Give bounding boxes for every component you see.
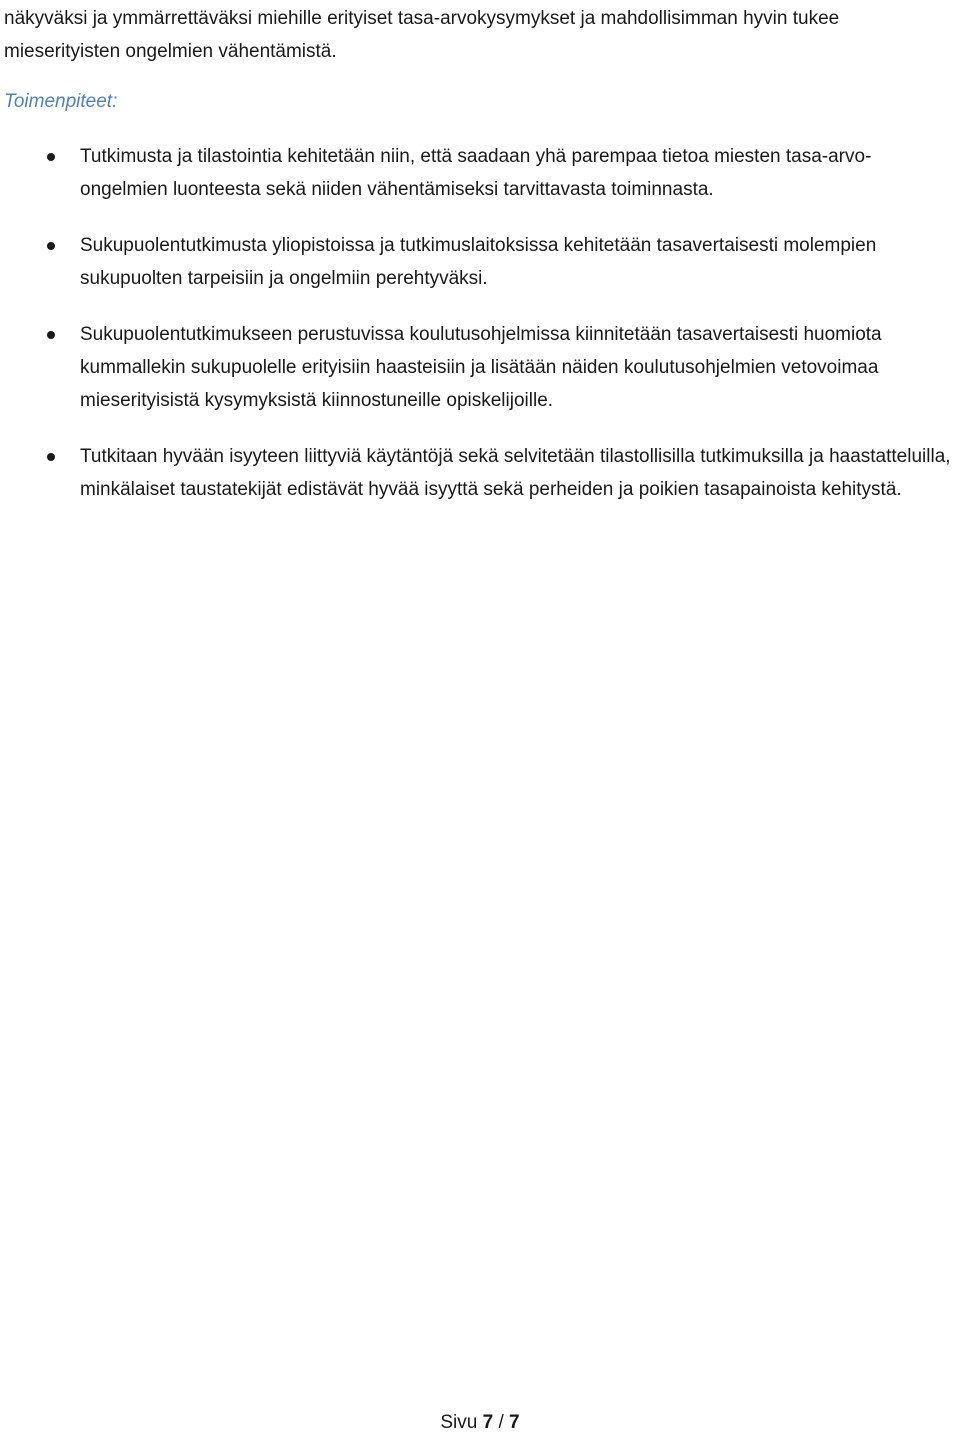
list-item-text: Sukupuolentutkimusta yliopistoissa ja tutkimuslaitoksissa kehitetään tasavertaisesti molempien sukupuolten tarpeisiin ja ongelmiin perehtyväksi. (80, 235, 877, 289)
bullet-icon (47, 242, 55, 250)
intro-paragraph: näkyväksi ja ymmärrettäväksi miehille erityiset tasa-arvokysymykset ja mahdollisimman hyvin tukee mieserityisten ongelmien vähentämistä. (4, 8, 840, 62)
page-footer (0, 1406, 960, 1439)
list-item-text: Tutkitaan hyvään isyyteen liittyviä käytäntöjä sekä selvitetään tilastollisilla tutkimuksilla ja haastatteluilla, minkälaiset taustatekijät edistävät hyvää isyyttä sekä perheiden ja poikien tasapainoista kehitystä. (80, 446, 951, 500)
current-page-number: 7 (482, 1412, 494, 1433)
list-item-text: Tutkimusta ja tilastointia kehitetään niin, että saadaan yhä parempaa tietoa miesten tasa-arvo-ongelmien luonteesta sekä niiden vähentämiseksi tarvittavasta toiminnasta. (80, 146, 872, 200)
footer-label: Sivu (440, 1412, 478, 1433)
list-item (80, 440, 955, 506)
list-item-text: Sukupuolentutkimukseen perustuvissa koulutusohjelmissa kiinnitetään tasavertaisesti huomiota kummallekin sukupuolelle erityisiin haasteisiin ja lisätään näiden koulutusohjelmien vetovoimaa mieserityisistä kysymyksistä kiinnostuneille opiskelijoille. (80, 324, 882, 411)
total-page-number: 7 (509, 1412, 520, 1433)
section-heading: Toimenpiteet: (4, 91, 118, 112)
bullet-icon (47, 453, 55, 461)
list-item (80, 140, 950, 206)
page-separator: / (498, 1412, 504, 1433)
list-item (80, 229, 950, 295)
bullet-icon (47, 153, 55, 161)
bullet-icon (47, 331, 55, 339)
list-item (80, 318, 950, 417)
